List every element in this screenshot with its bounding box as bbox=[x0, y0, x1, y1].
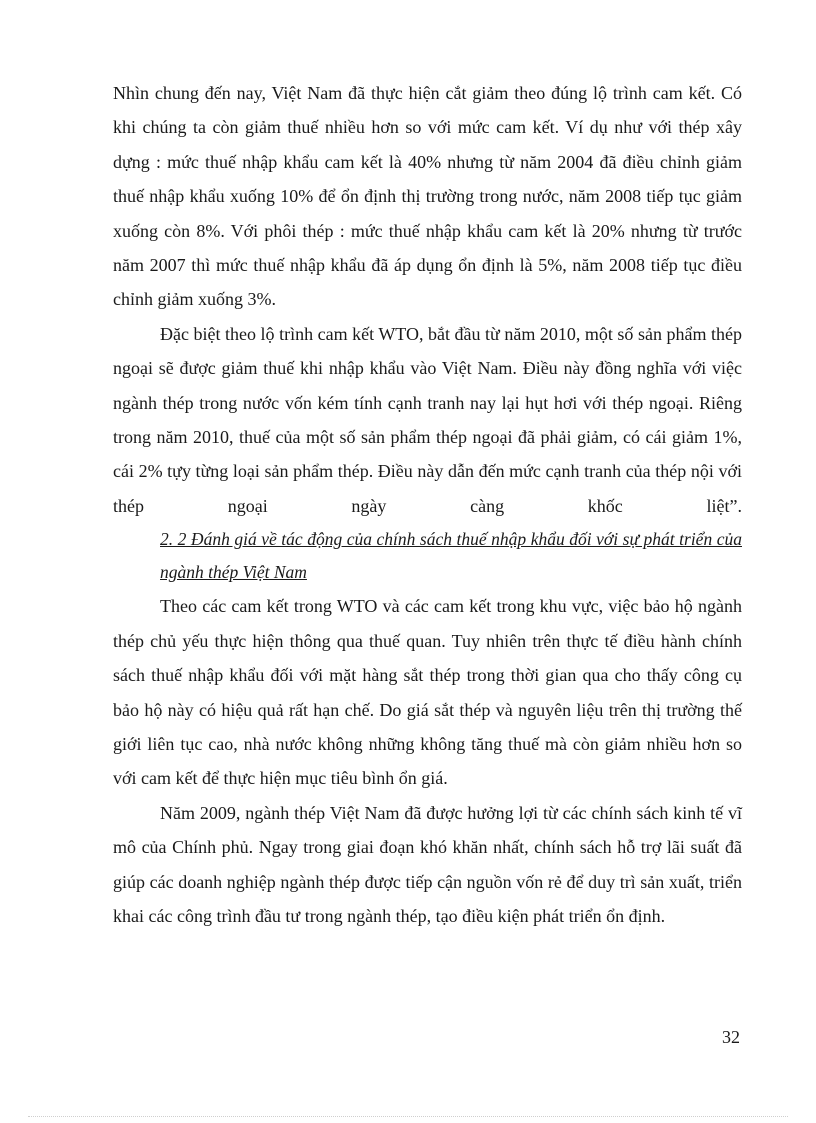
section-heading: 2. 2 Đánh giá về tác động của chính sách thuế nhập khẩu đối với sự phát triển của ngành thép Việt Nam bbox=[160, 529, 742, 583]
page-number: 32 bbox=[722, 1027, 740, 1047]
paragraph-protection-assessment: Theo các cam kết trong WTO và các cam kết trong khu vực, việc bảo hộ ngành thép chủ yếu thực hiện thông qua thuế quan. Tuy nhiên trên thực tế điều hành chính sách thuế nhập khẩu đối với mặt hàng sắt thép trong thời gian qua cho thấy công cụ bảo hộ này có hiệu quả rất hạn chế. Do giá sắt thép và nguyên liệu trên thị trường thế giới liên tục cao, nhà nước không những không tăng thuế mà còn giảm nhiều hơn so với cam kết để thực hiện mục tiêu bình ổn giá. bbox=[113, 596, 742, 789]
page-bottom-divider bbox=[28, 1116, 788, 1117]
paragraph-2009-policy: Năm 2009, ngành thép Việt Nam đã được hưởng lợi từ các chính sách kinh tế vĩ mô của Chính phủ. Ngay trong giai đoạn khó khăn nhất, chính sách hỗ trợ lãi suất đã giúp các doanh nghiệp ngành thép được tiếp cận nguồn vốn rẻ để duy trì sản xuất, triển khai các công trình đầu tư trong ngành thép, tạo điều kiện phát triển ổn định. bbox=[113, 802, 742, 926]
paragraph-tariff-reduction: Nhìn chung đến nay, Việt Nam đã thực hiện cắt giảm theo đúng lộ trình cam kết. Có khi chúng ta còn giảm thuế nhiều hơn so với mức cam kết. Ví dụ như với thép xây dựng : mức thuế nhập khẩu cam kết là 40% nhưng từ năm 2004 đã điều chỉnh giảm thuế nhập khẩu xuống 10% để ổn định thị trường trong nước, năm 2008 tiếp tục giảm xuống còn 8%. Với phôi thép : mức thuế nhập khẩu cam kết là 20% nhưng từ trước năm 2007 thì mức thuế nhập khẩu đã áp dụng ổn định là 5%, năm 2008 tiếp tục điều chỉnh giảm xuống 3%. bbox=[113, 83, 742, 310]
paragraph-wto-roadmap: Đặc biệt theo lộ trình cam kết WTO, bắt đầu từ năm 2010, một số sản phẩm thép ngoại sẽ được giảm thuế khi nhập khẩu vào Việt Nam. Điều này đồng nghĩa với việc ngành thép trong nước vốn kém tính cạnh tranh nay lại hụt hơi với thép ngoại. Riêng trong năm 2010, thuế của một số sản phẩm thép ngoại đã phải giảm, có cái giảm 1%, cái 2% tựy từng loại sản phẩm thép. Điều này dẫn đến mức cạnh tranh của thép nội với thép ngoại ngày càng khốc liệt”. bbox=[113, 323, 742, 516]
page-content bbox=[113, 76, 742, 933]
